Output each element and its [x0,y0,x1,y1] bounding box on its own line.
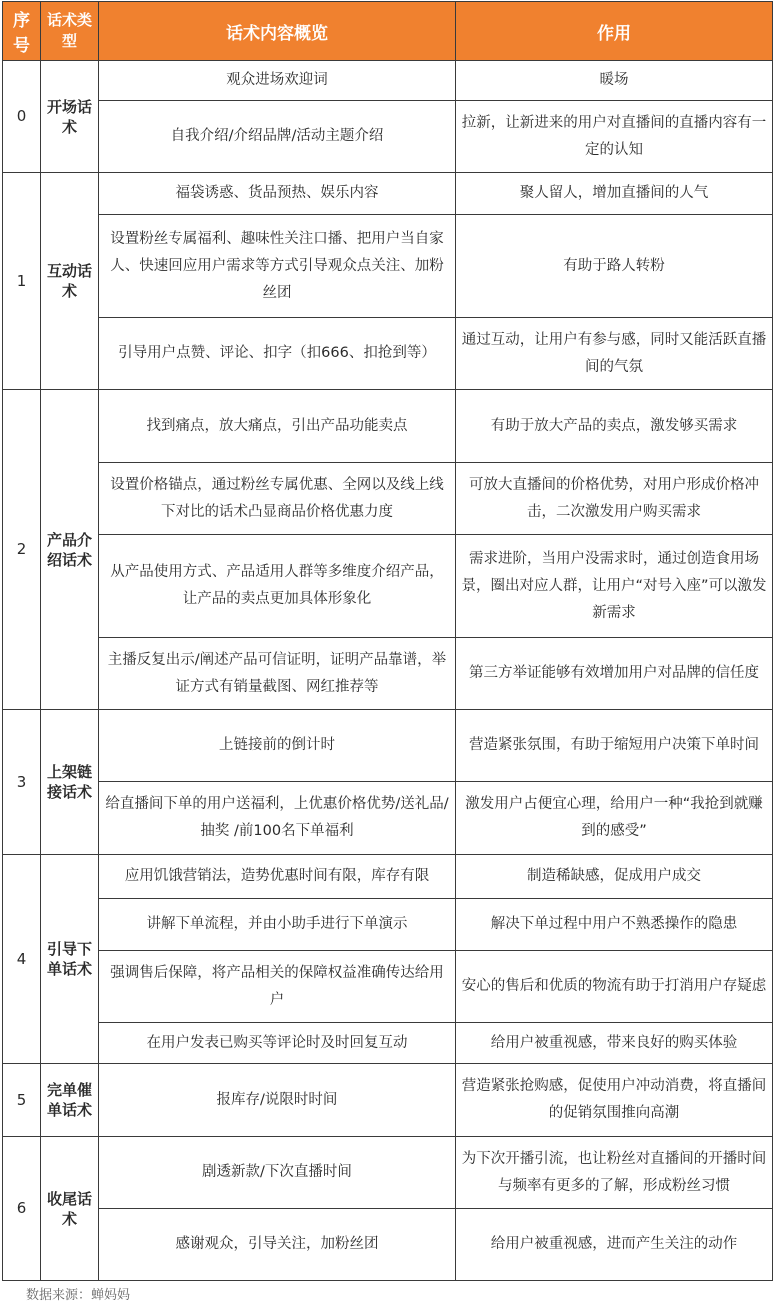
script-effect: 营造紧张氛围，有助于缩短用户决策下单时间 [456,710,773,782]
row-index: 2 [3,390,41,710]
script-content: 强调售后保障，将产品相关的保障权益准确传达给用户 [99,951,456,1023]
script-content: 主播反复出示/阐述产品可信证明，证明产品靠谱，举证方式有销量截图、网红推荐等 [99,638,456,710]
script-type: 产品介绍话术 [41,390,99,710]
script-effect: 给用户被重视感，进而产生关注的动作 [456,1209,773,1281]
script-type: 引导下单话术 [41,855,99,1064]
script-type: 收尾话术 [41,1137,99,1281]
script-type: 互动话术 [41,173,99,390]
script-content: 报库存/说限时时间 [99,1064,456,1137]
script-content: 自我介绍/介绍品牌/活动主题介绍 [99,101,456,173]
row-index: 1 [3,173,41,390]
row-index: 4 [3,855,41,1064]
table-row [3,638,773,710]
script-effect: 暖场 [456,61,773,101]
script-effect: 聚人留人，增加直播间的人气 [456,173,773,215]
row-index: 5 [3,1064,41,1137]
header-type: 话术类型 [41,2,99,61]
script-effect: 第三方举证能够有效增加用户对品牌的信任度 [456,638,773,710]
table-row [3,782,773,855]
header-effect: 作用 [456,2,773,61]
script-effect: 安心的售后和优质的物流有助于打消用户存疑虑 [456,951,773,1023]
script-effect: 激发用户占便宜心理，给用户一种“我抢到就赚到的感受” [456,782,773,855]
script-content: 应用饥饿营销法，造势优惠时间有限，库存有限 [99,855,456,899]
table-row [3,1023,773,1064]
script-effect: 给用户被重视感，带来良好的购买体验 [456,1023,773,1064]
table-row [3,390,773,463]
table-row [3,61,773,101]
script-content: 讲解下单流程，并由小助手进行下单演示 [99,899,456,951]
table-row [3,463,773,535]
script-content: 给直播间下单的用户送福利，上优惠价格优势/送礼品/抽奖 /前100名下单福利 [99,782,456,855]
table-row [3,899,773,951]
table-row [3,101,773,173]
script-content: 设置粉丝专属福利、趣味性关注口播、把用户当自家人、快速回应用户需求等方式引导观众点关注、加粉丝团 [99,215,456,318]
header-content: 话术内容概览 [99,2,456,61]
table-row [3,318,773,390]
script-content: 剧透新款/下次直播时间 [99,1137,456,1209]
script-effect: 制造稀缺感，促成用户成交 [456,855,773,899]
table-row [3,1209,773,1281]
table-row [3,710,773,782]
script-content: 感谢观众，引导关注，加粉丝团 [99,1209,456,1281]
script-effect: 通过互动，让用户有参与感，同时又能活跃直播间的气氛 [456,318,773,390]
script-type: 上架链接话术 [41,710,99,855]
script-effect: 可放大直播间的价格优势，对用户形成价格冲击，二次激发用户购买需求 [456,463,773,535]
script-effect: 为下次开播引流，也让粉丝对直播间的开播时间与频率有更多的了解，形成粉丝习惯 [456,1137,773,1209]
table-row [3,1137,773,1209]
script-table [2,1,773,1281]
script-content: 福袋诱惑、货品预热、娱乐内容 [99,173,456,215]
script-content: 设置价格锚点，通过粉丝专属优惠、全网以及线上线下对比的话术凸显商品价格优惠力度 [99,463,456,535]
script-effect: 需求进阶，当用户没需求时，通过创造食用场景，圈出对应人群，让用户“对号入座”可以激发新需求 [456,535,773,638]
row-index: 3 [3,710,41,855]
script-effect: 有助于放大产品的卖点，激发够买需求 [456,390,773,463]
row-index: 0 [3,61,41,173]
data-source-note: 数据来源：蝉妈妈 [26,1288,131,1303]
script-content: 找到痛点，放大痛点，引出产品功能卖点 [99,390,456,463]
script-effect: 营造紧张抢购感，促使用户冲动消费，将直播间的促销氛围推向高潮 [456,1064,773,1137]
header-index: 序号 [3,2,41,61]
script-content: 引导用户点赞、评论、扣字（扣666、扣抢到等） [99,318,456,390]
script-effect: 有助于路人转粉 [456,215,773,318]
script-effect: 解决下单过程中用户不熟悉操作的隐患 [456,899,773,951]
table-row [3,173,773,215]
table-row [3,1064,773,1137]
table-row [3,535,773,638]
table-row [3,951,773,1023]
row-index: 6 [3,1137,41,1281]
table-row [3,215,773,318]
script-content: 从产品使用方式、产品适用人群等多维度介绍产品，让产品的卖点更加具体形象化 [99,535,456,638]
script-type: 完单催单话术 [41,1064,99,1137]
script-content: 上链接前的倒计时 [99,710,456,782]
script-effect: 拉新，让新进来的用户对直播间的直播内容有一定的认知 [456,101,773,173]
table-row [3,855,773,899]
script-type: 开场话术 [41,61,99,173]
script-content: 在用户发表已购买等评论时及时回复互动 [99,1023,456,1064]
script-content: 观众进场欢迎词 [99,61,456,101]
table-header-row [3,2,773,61]
